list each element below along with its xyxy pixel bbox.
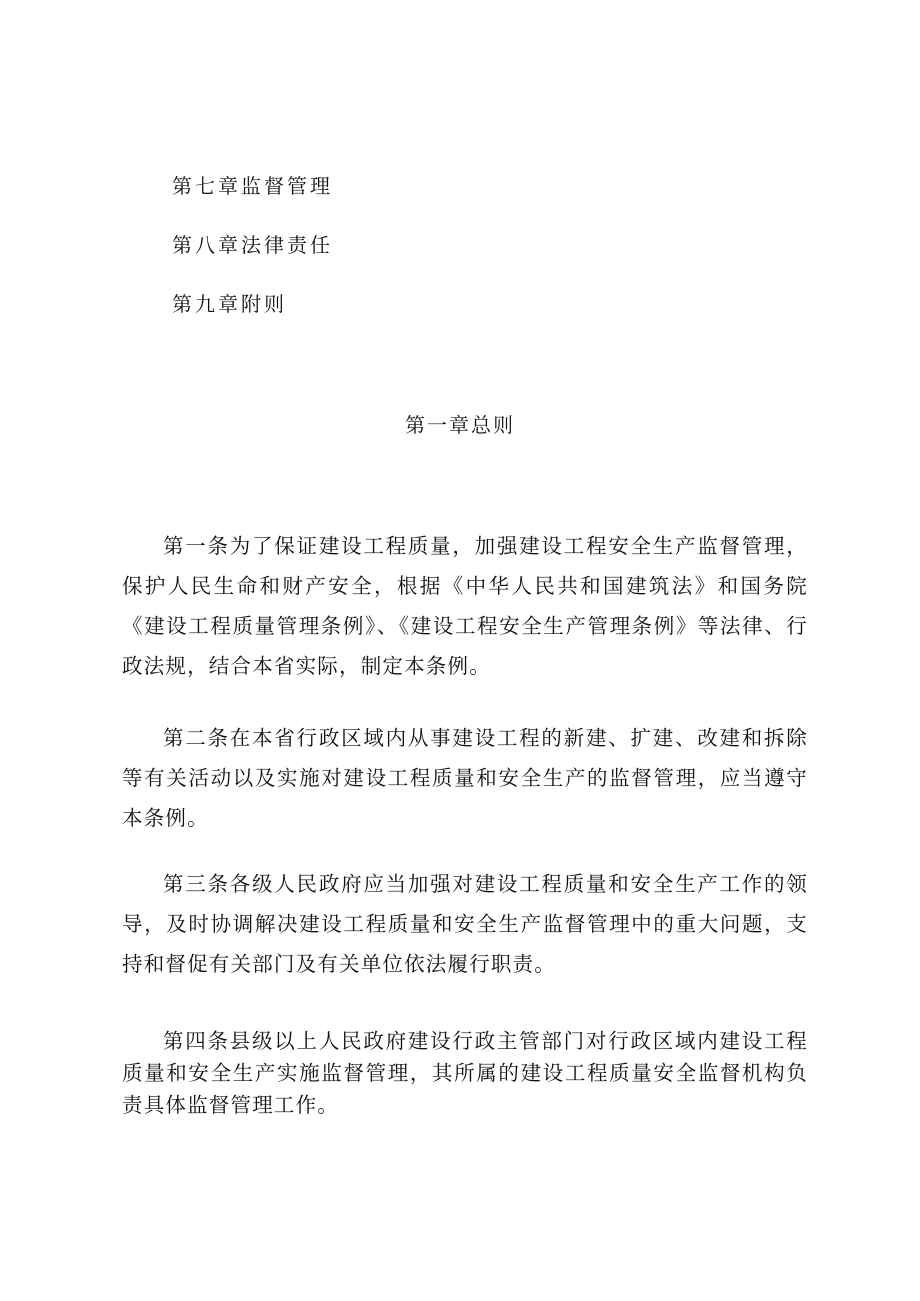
- chapter-title: 第一章总则: [405, 413, 515, 437]
- article-1: 第一条为了保证建设工程质量，加强建设工程安全生产监督管理，保护人民生命和财产安全，根据《中华人民共和国建筑法》和国务院《建设工程质量管理条例》、《建设工程安全生产管理条例》等法律、行政法规，结合本省实际，制定本条例。: [122, 534, 808, 678]
- toc-item-chapter-7: 第七章监督管理: [172, 174, 333, 198]
- toc-item-chapter-9: 第九章附则: [172, 292, 287, 316]
- article-3: 第三条各级人民政府应当加强对建设工程质量和安全生产工作的领导，及时协调解决建设工程质量和安全生产监督管理中的重大问题，支持和督促有关部门及有关单位依法履行职责。: [122, 872, 808, 976]
- toc-item-chapter-8: 第八章法律责任: [172, 233, 333, 257]
- article-2: 第二条在本省行政区域内从事建设工程的新建、扩建、改建和拆除等有关活动以及实施对建设工程质量和安全生产的监督管理，应当遵守本条例。: [122, 726, 808, 830]
- article-4: 第四条县级以上人民政府建设行政主管部门对行政区域内建设工程质量和安全生产实施监督管理，其所属的建设工程质量安全监督机构负责具体监督管理工作。: [122, 1029, 808, 1117]
